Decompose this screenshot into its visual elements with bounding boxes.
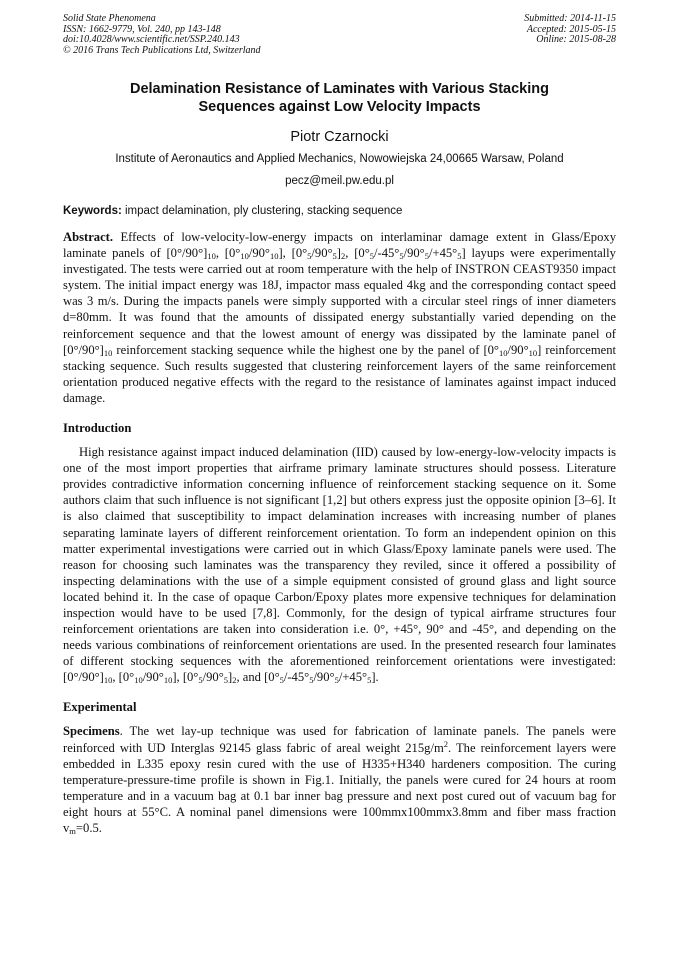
section-heading-introduction: Introduction [63, 421, 132, 436]
abstract-text: , [0° [215, 246, 241, 261]
body-text: =0.5. [75, 821, 102, 835]
subscript: 2 [341, 251, 346, 262]
subscript: 5 [334, 675, 339, 686]
subscript: 5 [399, 251, 404, 262]
subscript: 10 [498, 347, 508, 358]
abstract-text: /90° [403, 246, 425, 261]
body-text: ], [0° [172, 670, 199, 685]
submitted-date: Submitted: 2014-11-15 [524, 13, 616, 24]
subscript: 5 [457, 251, 462, 262]
introduction-paragraph [63, 444, 616, 685]
body-text: /-45° [283, 670, 310, 685]
title-line-1: Delamination Resistance of Laminates with Various Stacking [129, 81, 549, 97]
superscript: 2 [443, 738, 448, 749]
body-text: High resistance against impact induced delamination (IID) caused by low-energy-low-velocity impacts is one of the most import properties that airframe primary laminate structures should possess. Literature provides contradictive information concerning influence of reinforcement stacking sequence on it. Some authors claim that such influence is not significant [1,2] but others express just the opposite opinion [3–6]. It is also claimed that susceptibility to impact delamination increases with increasing number of planes separating laminate layers of different reinforcement orientation. To form an independent opinion on this matter experimental investigations were carried out in which Glass/Epoxy laminate panels were used. The reason for choosing such laminates was the transparency they reviled, since it offered a possibility of inspecting delaminations with the use of a simple equipment consisted of ground glass and light source located behind it. In the case of opaque Carbon/Epoxy plates more expensive techniques for delamination inspection would have to be used [7,8]. Commonly, for the design of typical airframe structures four reinforcement orientations are taken into consideration i.e. 0°, +45°, 90° and -45°, and depending on the needs various combinations of reinforcement orientations are used. In the presented research four laminates of different stocking sequences with the aforementioned reinforcement orientations were investigated: [0°/90°] [63, 445, 616, 685]
abstract [63, 229, 616, 406]
accepted-date: Accepted: 2015-05-15 [526, 23, 616, 35]
abstract-text: ] reinforcement stacking sequence. Such results suggested that clustering reinforcement layers of the same reinforcement orientation produced negative effects with the regard to the resistance of laminates against impact induced damage. [63, 342, 616, 405]
abstract-text: reinforcement stacking sequence while the highest one by the panel of [0° [112, 342, 499, 357]
body-text: ] [228, 670, 233, 685]
subscript: 10 [134, 675, 143, 686]
section-heading-experimental: Experimental [63, 700, 137, 715]
author-name: Piotr Czarnocki [290, 129, 389, 145]
abstract-text: /90° [311, 246, 333, 261]
abstract-text: ], [0° [278, 246, 308, 261]
subscript: 5 [332, 251, 337, 262]
title-line-2: Sequences against Low Velocity Impacts [198, 99, 481, 115]
journal-header [63, 14, 616, 56]
paper-page [63, 14, 616, 836]
subscript: 10 [163, 675, 173, 686]
copyright: © 2016 Trans Tech Publications Ltd, Switzerland [63, 44, 261, 56]
body-text: ]. [371, 670, 379, 685]
abstract-text: /90° [507, 342, 529, 357]
body-text: /+45° [338, 670, 368, 685]
keywords [63, 205, 616, 217]
subscript: 10 [240, 251, 249, 262]
abstract-text: /+45° [428, 246, 458, 261]
body-text: /90° [202, 670, 224, 685]
experimental-paragraph [63, 723, 616, 836]
subscript: 5 [307, 251, 312, 262]
journal-info [63, 14, 261, 56]
online-date: Online: 2015-08-28 [536, 34, 616, 45]
subscript: 5 [424, 251, 429, 262]
body-text: /90° [313, 670, 335, 685]
body-text: , and [0° [236, 670, 280, 685]
subscript: 5 [367, 675, 372, 686]
subscript: 2 [232, 675, 237, 686]
subscript: 5 [223, 675, 228, 686]
subscript: 10 [528, 347, 538, 358]
abstract-text: Effects of low-velocity-low-energy impacts on interlaminar damage extent in Glass/Epoxy laminate panels of [0°/90°] [63, 230, 616, 261]
body-text: , [0° [112, 670, 135, 685]
abstract-text: ] [336, 246, 341, 261]
publication-dates [524, 14, 616, 56]
body-text: . The reinforcement layers were embedded in L335 epoxy resin cured with the use of H335+H340 hardeners composition. The curing temperature-pressure-time profile is shown in Fig.1. Initially, the panels were cured for 24 hours at room temperature and in a vacuum bag at 0.1 bar inner bag pressure and next post cured out of vacuum bag for eight hours at 55°C. A nominal panel dimensions were 100mmx100mmx3.8mm and fiber mass fraction v [63, 740, 616, 835]
subscript: 10 [269, 251, 279, 262]
abstract-label: Abstract. [63, 230, 114, 244]
subscript: 10 [207, 251, 216, 262]
keywords-label: Keywords: [63, 205, 122, 217]
subscript: 5 [309, 675, 314, 686]
abstract-text: ] layups were experimentally investigated. The tests were carried out at room temperature with the help of INSTRON CEAST9350 impact system. The initial impact energy was 18J, impactor mass equaled 4kg and the corresponding contact speed was 3 m/s. During the impacts panels were simply supported with a circular steel rings of inner diameters d=80mm. It was found that the amounts of dissipated energy substantially varied depending on the reinforcement sequence and that the lowest amount of energy was dissipated by the laminate panel of [0°/90°] [63, 246, 616, 357]
specimens-label: Specimens [63, 724, 120, 739]
subscript: 10 [103, 347, 113, 358]
abstract-text: /90° [248, 246, 270, 261]
journal-name: Solid State Phenomena [63, 13, 156, 24]
doi: doi:10.4028/www.scientific.net/SSP.240.143 [63, 34, 240, 45]
issn: ISSN: 1662-9779, Vol. 240, pp 143-148 [63, 23, 221, 35]
subscript: 5 [198, 675, 203, 686]
subscript: 10 [103, 675, 113, 686]
author-email: pecz@meil.pw.edu.pl [285, 175, 394, 187]
keywords-text: impact delamination, ply clustering, stacking sequence [121, 205, 403, 217]
paper-title [63, 80, 616, 116]
body-text: . The wet lay-up technique was used for fabrication of laminate panels. The panels were reinforced with UD Interglas 92145 glass fabric of areal weight 215g/m [63, 724, 616, 755]
subscript: 5 [279, 675, 284, 686]
abstract-text: /-45° [374, 246, 400, 261]
body-text: /90° [142, 670, 164, 685]
abstract-text: , [0° [345, 246, 370, 261]
author-affiliation: Institute of Aeronautics and Applied Mechanics, Nowowiejska 24,00665 Warsaw, Poland [115, 153, 564, 165]
subscript: m [69, 826, 76, 836]
subscript: 5 [369, 251, 374, 262]
